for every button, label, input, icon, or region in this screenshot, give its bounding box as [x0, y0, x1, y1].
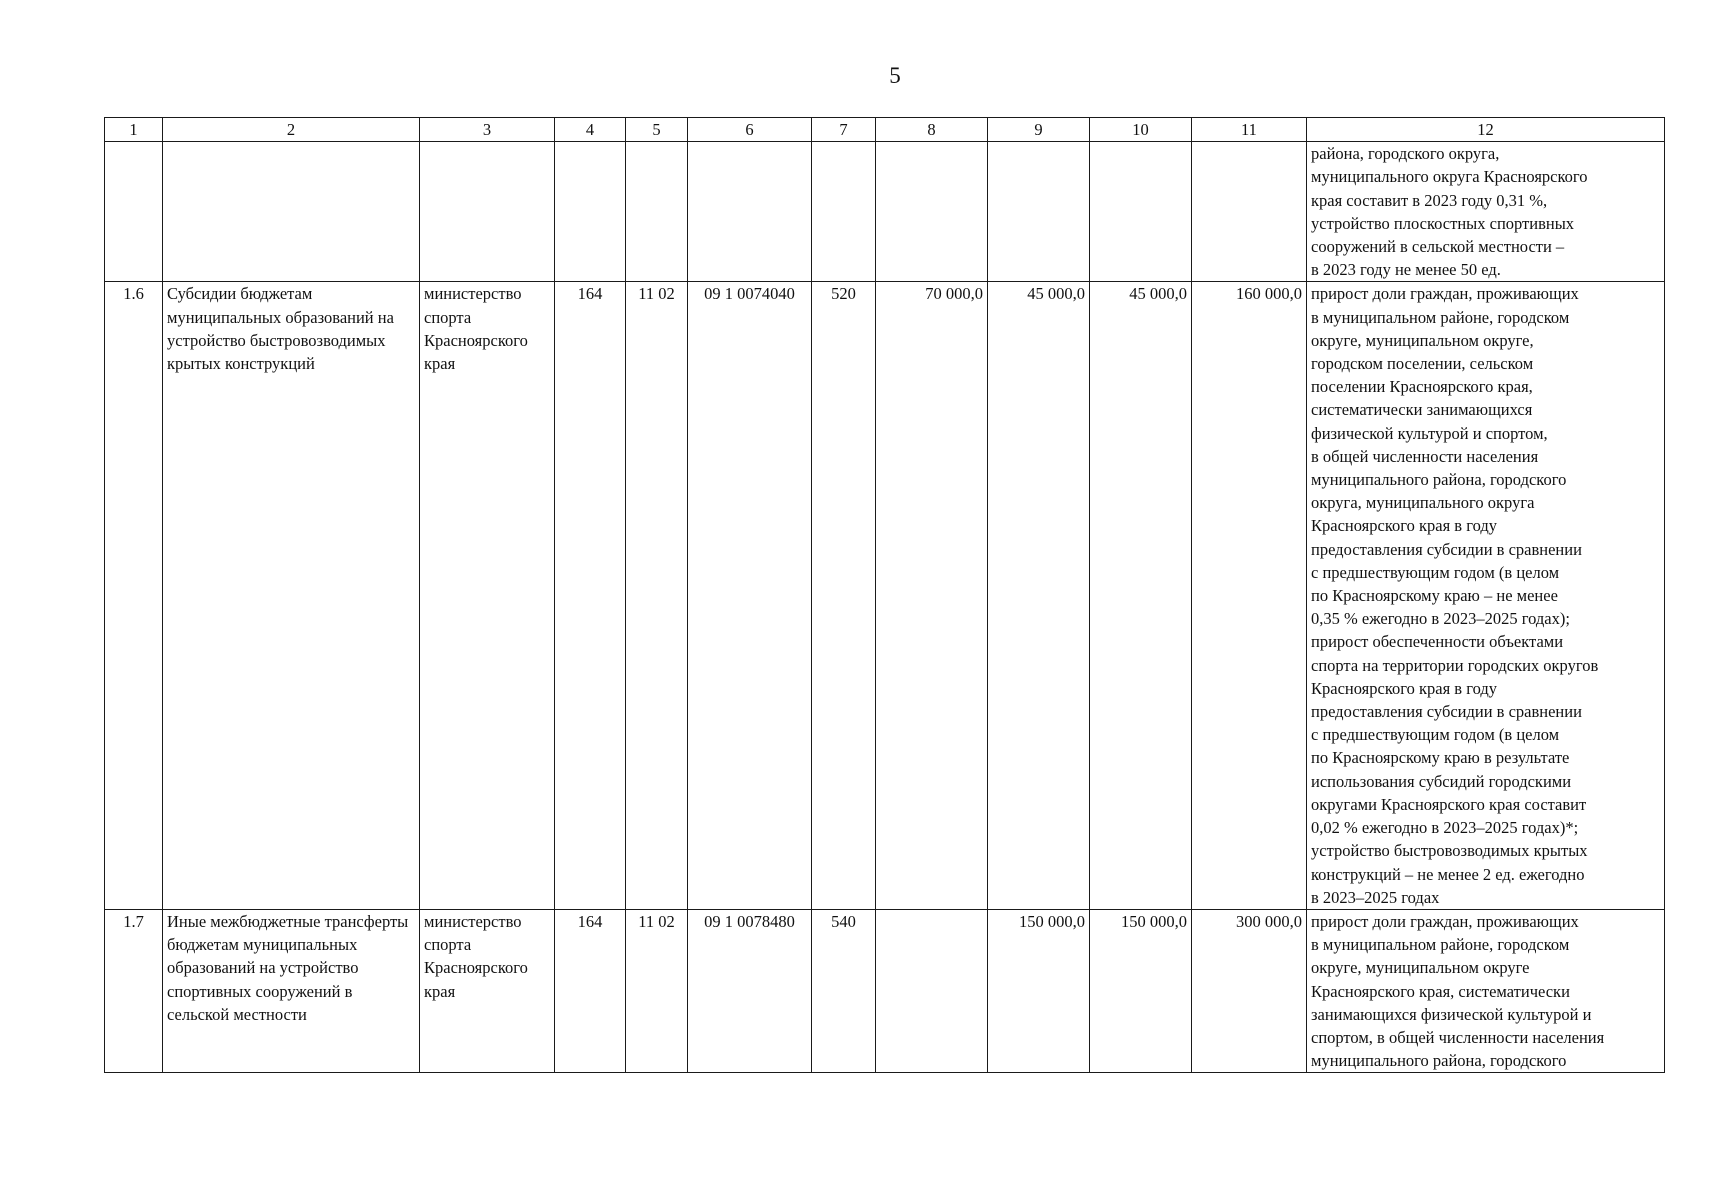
result-line: устройство плоскостных спортивных	[1311, 213, 1575, 233]
column-header: 12	[1307, 118, 1665, 142]
result-line: в 2023 году не менее 50 ед.	[1311, 260, 1501, 280]
csr-cell	[688, 142, 812, 282]
amount-cell: 150 000,0	[1090, 909, 1192, 1072]
result-line: спорта на территории городских округов	[1311, 655, 1599, 675]
csr-cell: 09 1 0074040	[688, 282, 812, 909]
column-header: 6	[688, 118, 812, 142]
result-line: в муниципальном районе, городском	[1311, 935, 1570, 955]
item-number-cell	[105, 142, 163, 282]
expected-result-cell	[1307, 282, 1665, 909]
gryadbs-cell: 164	[555, 909, 626, 1072]
column-header: 1	[105, 118, 163, 142]
result-line: предоставления субсидии в сравнении	[1311, 539, 1582, 559]
program-activities-table	[104, 117, 1665, 1073]
result-line: с предшествующим годом (в целом	[1311, 725, 1560, 745]
amount-cell: 45 000,0	[988, 282, 1090, 909]
table-row	[105, 282, 1665, 909]
amount-cell	[876, 142, 988, 282]
table-row	[105, 909, 1665, 1072]
amount-cell: 70 000,0	[876, 282, 988, 909]
vr-cell	[812, 142, 876, 282]
vr-cell: 520	[812, 282, 876, 909]
item-name-cell: Субсидии бюджетам муниципальных образований на устройство быстровозводимых крытых конструкций	[163, 282, 420, 909]
column-header: 7	[812, 118, 876, 142]
expected-result-cell	[1307, 909, 1665, 1072]
result-line: спортом, в общей численности населения	[1311, 1027, 1605, 1047]
result-line: Красноярского края в году	[1311, 678, 1497, 698]
result-line: прирост обеспеченности объектами	[1311, 632, 1564, 652]
result-line: физической культурой и спортом,	[1311, 423, 1548, 443]
rzpr-cell: 11 02	[626, 909, 688, 1072]
csr-cell: 09 1 0078480	[688, 909, 812, 1072]
result-line: с предшествующим годом (в целом	[1311, 562, 1560, 582]
result-line: использования субсидий городскими	[1311, 771, 1572, 791]
item-name-cell: Иные межбюджетные трансферты бюджетам муниципальных образований на устройство спортивных сооружений в сельской местности	[163, 909, 420, 1072]
amount-cell	[988, 142, 1090, 282]
result-line: занимающихся физической культурой и	[1311, 1004, 1592, 1024]
result-line: муниципального округа Красноярского	[1311, 167, 1588, 187]
result-line: устройство быстровозводимых крытых	[1311, 841, 1588, 861]
result-line: муниципального района, городского	[1311, 1051, 1567, 1071]
result-line: предоставления субсидии в сравнении	[1311, 702, 1582, 722]
result-line: Красноярского края в году	[1311, 516, 1497, 536]
column-header: 4	[555, 118, 626, 142]
table-row	[105, 142, 1665, 282]
result-line: сооружений в сельской местности –	[1311, 237, 1565, 257]
amount-cell: 150 000,0	[988, 909, 1090, 1072]
result-line: 0,35 % ежегодно в 2023–2025 годах);	[1311, 609, 1570, 629]
result-line: 0,02 % ежегодно в 2023–2025 годах)*;	[1311, 818, 1579, 838]
result-line: округа, муниципального округа	[1311, 493, 1535, 513]
item-number-cell: 1.7	[105, 909, 163, 1072]
column-header: 9	[988, 118, 1090, 142]
result-line: района, городского округа,	[1311, 144, 1500, 164]
column-header: 5	[626, 118, 688, 142]
result-line: конструкций – не менее 2 ед. ежегодно	[1311, 864, 1585, 884]
result-line: прирост доли граждан, проживающих	[1311, 911, 1579, 931]
result-line: муниципального района, городского	[1311, 470, 1567, 490]
result-line: Красноярского края, систематически	[1311, 981, 1570, 1001]
vr-cell: 540	[812, 909, 876, 1072]
result-line: городском поселении, сельском	[1311, 354, 1534, 374]
column-number-row	[105, 118, 1665, 142]
gryadbs-cell	[555, 142, 626, 282]
result-line: округе, муниципальном округе,	[1311, 330, 1534, 350]
column-header: 8	[876, 118, 988, 142]
result-line: в муниципальном районе, городском	[1311, 307, 1570, 327]
item-number-cell: 1.6	[105, 282, 163, 909]
result-line: в 2023–2025 годах	[1311, 887, 1440, 907]
gryadbs-cell: 164	[555, 282, 626, 909]
administrator-cell	[420, 142, 555, 282]
total-cell	[1192, 142, 1307, 282]
column-header: 3	[420, 118, 555, 142]
expected-result-cell	[1307, 142, 1665, 282]
total-cell: 300 000,0	[1192, 909, 1307, 1072]
result-line: в общей численности населения	[1311, 446, 1539, 466]
amount-cell	[1090, 142, 1192, 282]
result-line: по Красноярскому краю в результате	[1311, 748, 1570, 768]
total-cell: 160 000,0	[1192, 282, 1307, 909]
column-header: 11	[1192, 118, 1307, 142]
column-header: 10	[1090, 118, 1192, 142]
rzpr-cell	[626, 142, 688, 282]
result-line: прирост доли граждан, проживающих	[1311, 284, 1579, 304]
result-line: округами Красноярского края составит	[1311, 794, 1587, 814]
amount-cell	[876, 909, 988, 1072]
result-line: округе, муниципальном округе	[1311, 958, 1530, 978]
result-line: поселении Красноярского края,	[1311, 377, 1533, 397]
item-name-cell	[163, 142, 420, 282]
result-line: по Красноярскому краю – не менее	[1311, 586, 1558, 606]
administrator-cell: министерство спорта Красноярского края	[420, 282, 555, 909]
amount-cell: 45 000,0	[1090, 282, 1192, 909]
administrator-cell: министерство спорта Красноярского края	[420, 909, 555, 1072]
column-header: 2	[163, 118, 420, 142]
rzpr-cell: 11 02	[626, 282, 688, 909]
result-line: края составит в 2023 году 0,31 %,	[1311, 190, 1548, 210]
page-number: 5	[889, 63, 901, 88]
result-line: систематически занимающихся	[1311, 400, 1533, 420]
